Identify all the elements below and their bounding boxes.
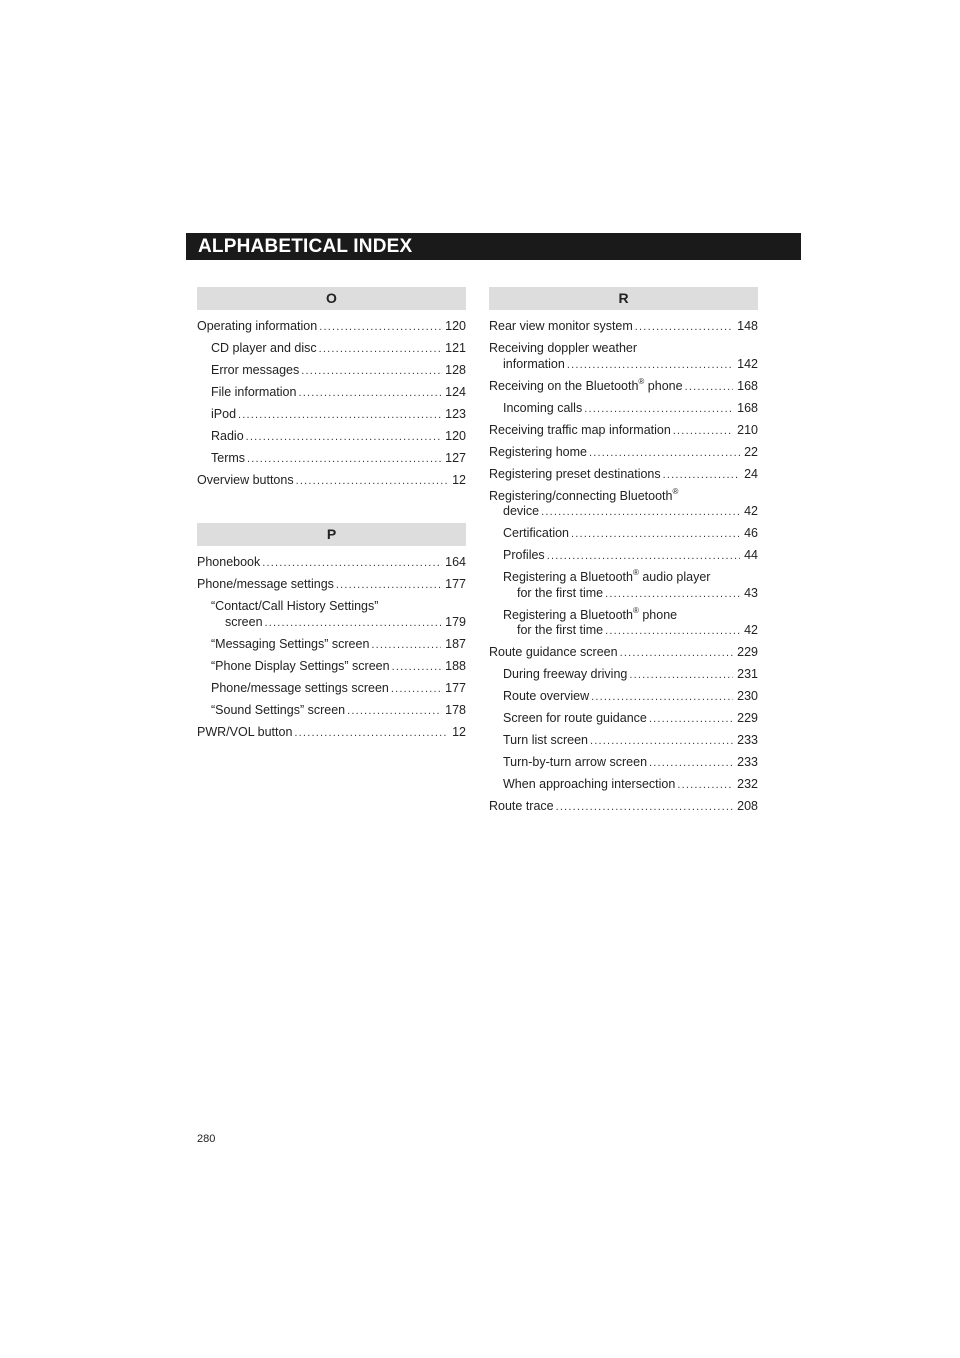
entry-text: Route overview <box>503 689 590 703</box>
entry-text: Route trace <box>489 799 554 813</box>
entry-text: Receiving doppler weather <box>489 341 638 355</box>
index-subentry <box>489 777 758 794</box>
index-entry <box>197 577 466 594</box>
entry-text: Error messages <box>211 363 300 377</box>
entry-page: 46 <box>744 526 758 540</box>
index-entry <box>489 423 758 440</box>
index-entry <box>197 473 466 490</box>
entry-text: iPod <box>211 407 237 421</box>
entry-text: Turn list screen <box>503 733 588 747</box>
index-entry <box>489 376 758 396</box>
index-subentry <box>197 659 466 676</box>
index-subentry <box>197 407 466 424</box>
index-subentry <box>489 733 758 750</box>
entry-text: CD player and disc <box>211 341 317 355</box>
entry-page: 120 <box>445 319 466 333</box>
entry-page: 177 <box>445 680 466 695</box>
index-entry <box>489 645 758 662</box>
entry-text-continued: screen <box>225 614 263 629</box>
entry-text: Registering preset destinations <box>489 466 661 481</box>
index-subentry <box>489 570 758 602</box>
entry-page: 120 <box>445 429 466 443</box>
entry-page: 231 <box>737 667 758 681</box>
index-subentry <box>197 599 466 631</box>
entry-page: 229 <box>737 645 758 659</box>
entry-text: When approaching intersection <box>503 777 676 791</box>
entry-text: Registering home <box>489 444 587 459</box>
entry-text: Incoming calls <box>503 400 583 415</box>
entry-page: 43 <box>744 585 758 600</box>
index-subentry <box>197 385 466 402</box>
entry-text-continued: for the first time <box>517 623 604 637</box>
entry-text-continued: for the first time <box>517 585 604 600</box>
entry-page: 123 <box>445 407 466 421</box>
entry-text: Registering/connecting Bluetooth® <box>489 486 679 503</box>
index-subentry <box>197 341 466 358</box>
entry-page: 229 <box>737 711 758 725</box>
entry-text: During freeway driving <box>503 667 628 681</box>
registered-mark: ® <box>632 568 639 577</box>
index-entry <box>489 341 758 373</box>
entry-page: 178 <box>445 702 466 717</box>
entry-text: Phone/message settings <box>197 577 334 591</box>
page-title: ALPHABETICAL INDEX <box>186 233 801 260</box>
page-number: 280 <box>197 1133 216 1145</box>
entry-page: 148 <box>737 319 758 333</box>
entry-text: Screen for route guidance <box>503 711 647 725</box>
index-entry <box>489 319 758 336</box>
entry-page: 210 <box>737 422 758 437</box>
entry-text: Certification <box>503 526 569 540</box>
registered-mark: ® <box>638 376 645 386</box>
index-subentry <box>489 401 758 418</box>
entry-text: PWR/VOL button <box>197 724 293 739</box>
entry-page: 127 <box>445 451 466 465</box>
entry-text: Profiles <box>503 548 545 562</box>
entry-text: “Messaging Settings” screen <box>211 636 370 651</box>
registered-mark: ® <box>632 605 639 615</box>
entry-page: 232 <box>737 777 758 791</box>
section-header-o: O <box>197 287 466 310</box>
index-subentry <box>489 605 758 640</box>
entry-page: 128 <box>445 363 466 377</box>
entry-page: 22 <box>744 444 758 459</box>
entry-page: 142 <box>737 356 758 371</box>
index-subentry <box>197 681 466 698</box>
index-entry <box>489 799 758 816</box>
entry-text: Radio <box>211 429 244 443</box>
entry-page: 188 <box>445 658 466 673</box>
entry-page: 230 <box>737 689 758 703</box>
section-header-p: P <box>197 523 466 546</box>
entry-page: 44 <box>744 548 758 562</box>
index-subentry <box>489 667 758 684</box>
index-subentry <box>197 363 466 380</box>
index-entry <box>197 725 466 742</box>
entry-page: 168 <box>737 400 758 415</box>
entry-page: 187 <box>445 636 466 651</box>
entry-page: 168 <box>737 378 758 393</box>
entry-text: Receiving traffic map information <box>489 422 671 437</box>
entry-text-continued: information <box>503 356 565 371</box>
entry-page: 24 <box>744 466 758 481</box>
entry-page: 121 <box>445 341 466 355</box>
entry-page: 12 <box>452 724 466 739</box>
entry-text: Phone/message settings screen <box>211 680 389 695</box>
index-column-right <box>489 287 758 821</box>
entry-text-continued: device <box>503 504 540 518</box>
entry-page: 233 <box>737 733 758 747</box>
index-subentry <box>197 429 466 446</box>
entry-text: Route guidance screen <box>489 645 618 659</box>
index-entry <box>489 467 758 484</box>
index-subentry <box>489 548 758 565</box>
entry-text: “Contact/Call History Settings” <box>211 599 379 613</box>
index-entry <box>197 555 466 572</box>
index-column-left <box>197 287 466 747</box>
entry-page: 42 <box>744 504 758 518</box>
entry-page: 42 <box>744 623 758 637</box>
index-subentry <box>489 711 758 728</box>
entry-text: Operating information <box>197 319 318 333</box>
index-subentry <box>489 689 758 706</box>
entry-page: 208 <box>737 799 758 813</box>
entry-text: Overview buttons <box>197 473 294 487</box>
entry-text: Registering a Bluetooth® phone <box>503 605 678 622</box>
entry-text: “Sound Settings” screen <box>211 702 346 717</box>
entry-page: 124 <box>445 385 466 399</box>
index-subentry <box>197 703 466 720</box>
registered-mark: ® <box>672 486 679 496</box>
entry-page: 179 <box>445 614 466 629</box>
entry-text: Turn-by-turn arrow screen <box>503 755 648 769</box>
index-entry <box>489 445 758 462</box>
index-subentry <box>489 755 758 772</box>
entry-page: 12 <box>452 473 466 487</box>
index-entry <box>489 486 758 521</box>
entry-text: File information <box>211 385 297 399</box>
index-subentry <box>197 637 466 654</box>
index-entry <box>197 319 466 336</box>
entry-page: 164 <box>445 555 466 569</box>
entry-text: Receiving on the Bluetooth® phone <box>489 376 683 393</box>
index-subentry <box>489 526 758 543</box>
entry-text: Rear view monitor system <box>489 319 633 333</box>
entry-text: Phonebook <box>197 555 261 569</box>
entry-text: Registering a Bluetooth® audio player <box>503 568 711 584</box>
entry-text: “Phone Display Settings” screen <box>211 658 390 673</box>
entry-text: Terms <box>211 451 246 465</box>
entry-page: 233 <box>737 755 758 769</box>
index-subentry <box>197 451 466 468</box>
entry-page: 177 <box>445 577 466 591</box>
section-header-r: R <box>489 287 758 310</box>
